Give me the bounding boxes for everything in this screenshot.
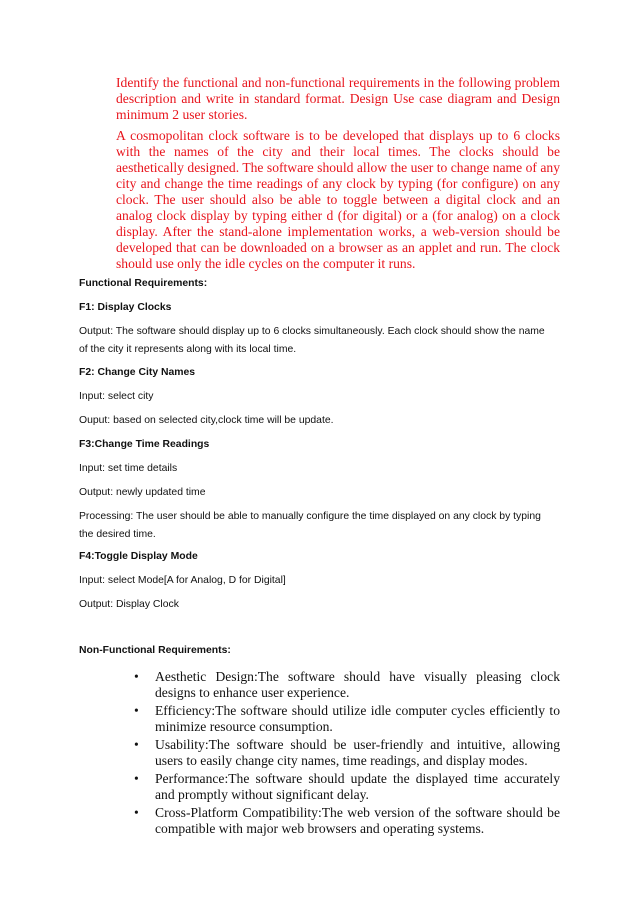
bullet-icon: •: [134, 771, 139, 786]
f3-input: Input: set time details: [79, 463, 178, 474]
f3-title: F3:Change Time Readings: [79, 439, 210, 450]
f2-title: F2: Change City Names: [79, 367, 196, 378]
nonfunctional-heading: Non-Functional Requirements:: [79, 645, 231, 656]
list-item: [134, 771, 560, 803]
list-item-text: Performance:The software should update the displayed time accurately and promptly without significant delay.: [155, 771, 560, 802]
f1-output-line-1: Output: The software should display up to 6 clocks simultaneously. Each clock should show the name: [79, 326, 545, 337]
list-item: [134, 737, 560, 769]
bullet-icon: •: [134, 737, 139, 752]
question-task: Identify the functional and non-functional requirements in the following problem description and write in standard format. Design Use case diagram and Design minimum 2 user stories.: [116, 75, 560, 122]
list-item-text: Cross-Platform Compatibility:The web version of the software should be compatible with major web browsers and operating systems.: [155, 805, 560, 836]
problem-description: A cosmopolitan clock software is to be developed that displays up to 6 clocks with the names of the city and their local times. The clocks should be aesthetically designed. The software should allow the user to change name of any city and change the time readings of any clock by typing (for configure) on any clock. The user should also be able to toggle between a digital clock and an analog clock display by typing either d (for digital) or a (for analog) on a clock display. After the stand-alone implementation works, a web-version should be developed that can be downloaded on a browser as an applet and run. The clock should use only the idle cycles on the computer it runs.: [116, 128, 560, 271]
f2-output: Ouput: based on selected city,clock time will be update.: [79, 415, 334, 426]
f1-title: F1: Display Clocks: [79, 302, 172, 313]
f3-output: Output: newly updated time: [79, 487, 206, 498]
functional-heading: Functional Requirements:: [79, 278, 208, 289]
bullet-icon: •: [134, 703, 139, 718]
f3-processing-line-2: the desired time.: [79, 529, 156, 540]
list-item-text: Usability:The software should be user-friendly and intuitive, allowing users to easily change city names, time readings, and display modes.: [155, 737, 560, 768]
list-item: [134, 703, 560, 735]
f4-title: F4:Toggle Display Mode: [79, 551, 198, 562]
f4-output: Output: Display Clock: [79, 599, 179, 610]
nonfunctional-list: [134, 669, 560, 839]
list-item-text: Aesthetic Design:The software should have visually pleasing clock designs to enhance user experience.: [155, 669, 560, 700]
bullet-icon: •: [134, 669, 139, 684]
list-item: [134, 805, 560, 837]
bullet-icon: •: [134, 805, 139, 820]
list-item-text: Efficiency:The software should utilize idle computer cycles efficiently to minimize resource consumption.: [155, 703, 560, 734]
f2-input: Input: select city: [79, 391, 154, 402]
f1-output-line-2: of the city it represents along with its local time.: [79, 344, 297, 355]
list-item: [134, 669, 560, 701]
f3-processing-line-1: Processing: The user should be able to manually configure the time displayed on any clock by typing: [79, 511, 541, 522]
f4-input: Input: select Mode[A for Analog, D for Digital]: [79, 575, 286, 586]
